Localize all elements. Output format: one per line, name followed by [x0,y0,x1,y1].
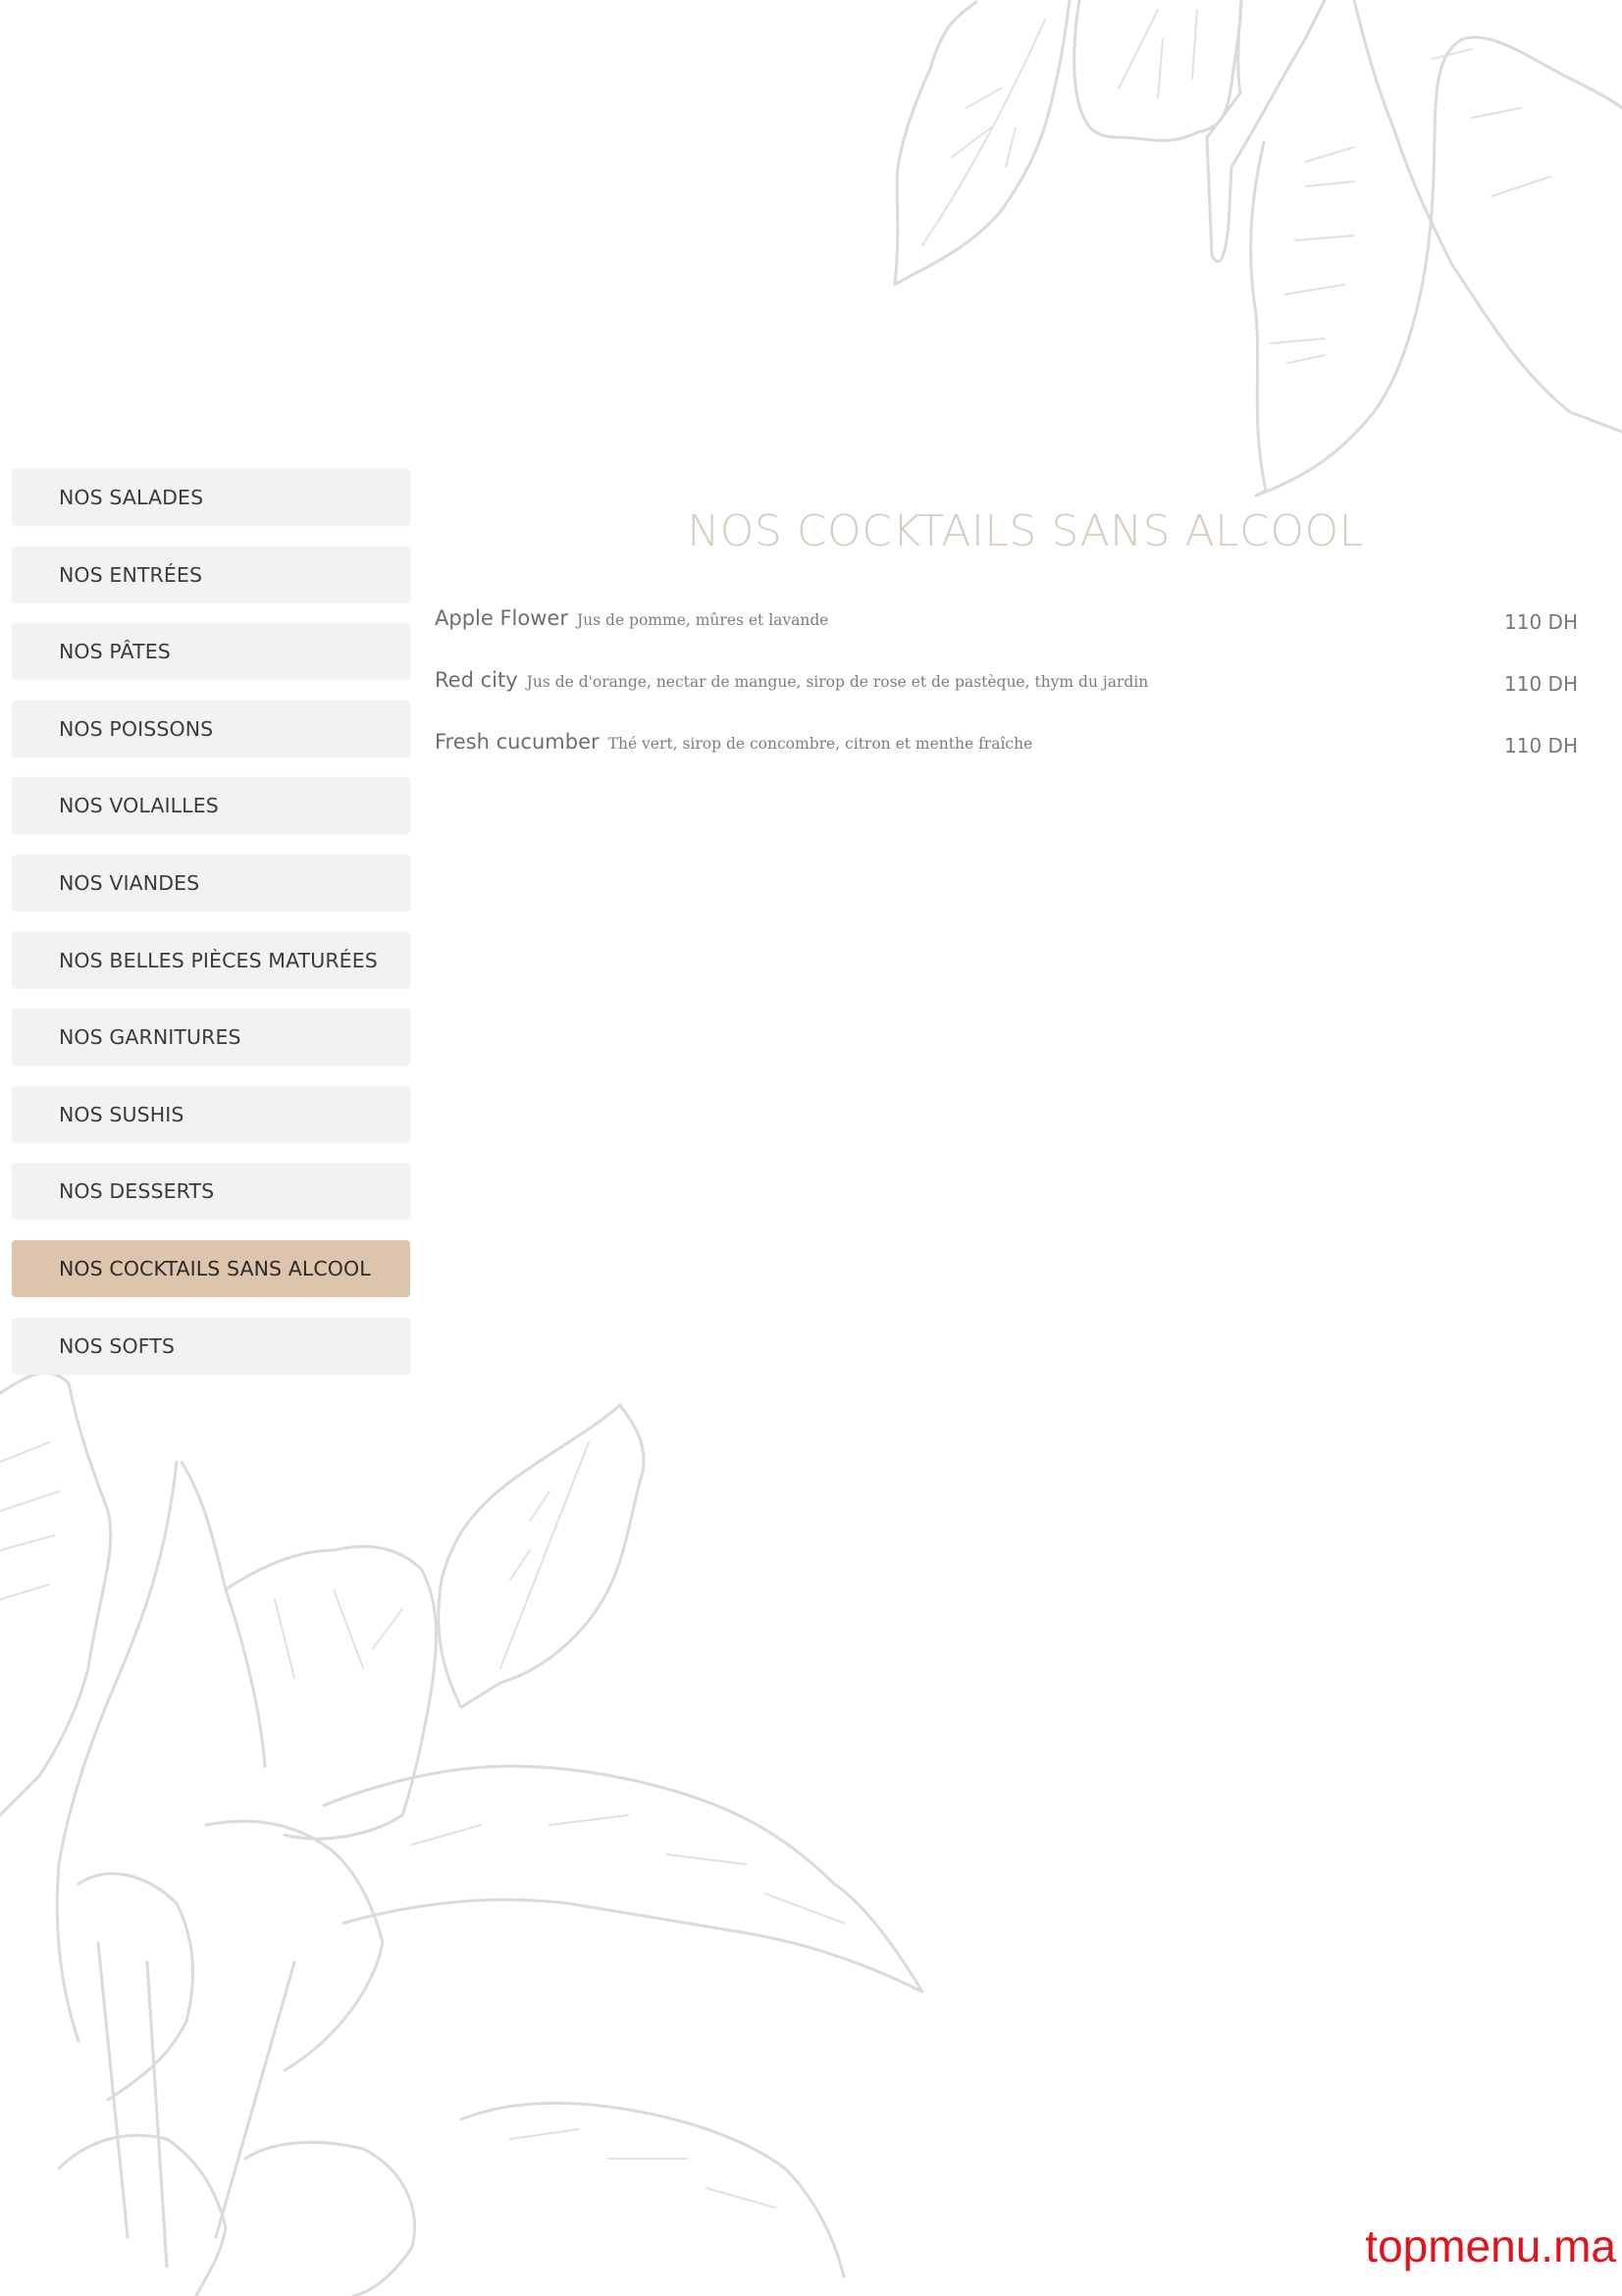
category-label: NOS PÂTES [59,640,171,664]
section-title: NOS COCKTAILS SANS ALCOOL [687,506,1364,556]
item-price: 110 DH [1504,672,1578,696]
leaf-illustration-bottom-left [0,1354,942,2296]
category-label: NOS BELLES PIÈCES MATURÉES [59,948,378,972]
item-name: Apple Flower [435,606,568,630]
item-price: 110 DH [1504,610,1578,634]
category-pates[interactable] [12,623,410,680]
category-viandes[interactable] [12,855,410,912]
category-garnitures[interactable] [12,1009,410,1066]
category-cocktails-sans-alcool[interactable] [12,1240,410,1297]
item-name: Fresh cucumber [435,730,600,754]
category-sushis[interactable] [12,1086,410,1143]
menu-item [435,606,1578,668]
category-label: NOS SUSHIS [59,1102,184,1126]
category-volailles[interactable] [12,777,410,834]
menu-items-list [435,606,1578,792]
category-label: NOS POISSONS [59,716,214,741]
item-description: Jus de pomme, mûres et lavande [576,611,829,629]
category-entrees[interactable] [12,547,410,603]
category-salades[interactable] [12,469,410,526]
category-label: NOS VOLAILLES [59,794,219,818]
watermark-logo: topmenu.ma [1365,2220,1616,2271]
item-price: 110 DH [1504,734,1578,757]
item-name: Red city [435,668,518,692]
category-label: NOS SALADES [59,486,204,509]
category-desserts[interactable] [12,1163,410,1220]
category-label: NOS GARNITURES [59,1025,241,1050]
category-label: NOS ENTRÉES [59,562,203,587]
category-belles-pieces-maturees[interactable] [12,932,410,989]
category-softs[interactable] [12,1318,410,1375]
item-description: Thé vert, sirop de concombre, citron et menthe fraîche [607,735,1033,753]
category-label: NOS VIANDES [59,870,200,895]
category-label: NOS COCKTAILS SANS ALCOOL [59,1256,371,1280]
category-label: NOS DESSERTS [59,1179,215,1204]
item-description: Jus de d'orange, nectar de mangue, sirop de rose et de pastèque, thym du jardin [526,673,1149,691]
category-sidebar [12,469,410,1394]
category-poissons[interactable] [12,701,410,757]
leaf-illustration-top-right [883,0,1622,500]
category-label: NOS SOFTS [59,1333,176,1358]
menu-item [435,668,1578,730]
menu-item [435,730,1578,792]
